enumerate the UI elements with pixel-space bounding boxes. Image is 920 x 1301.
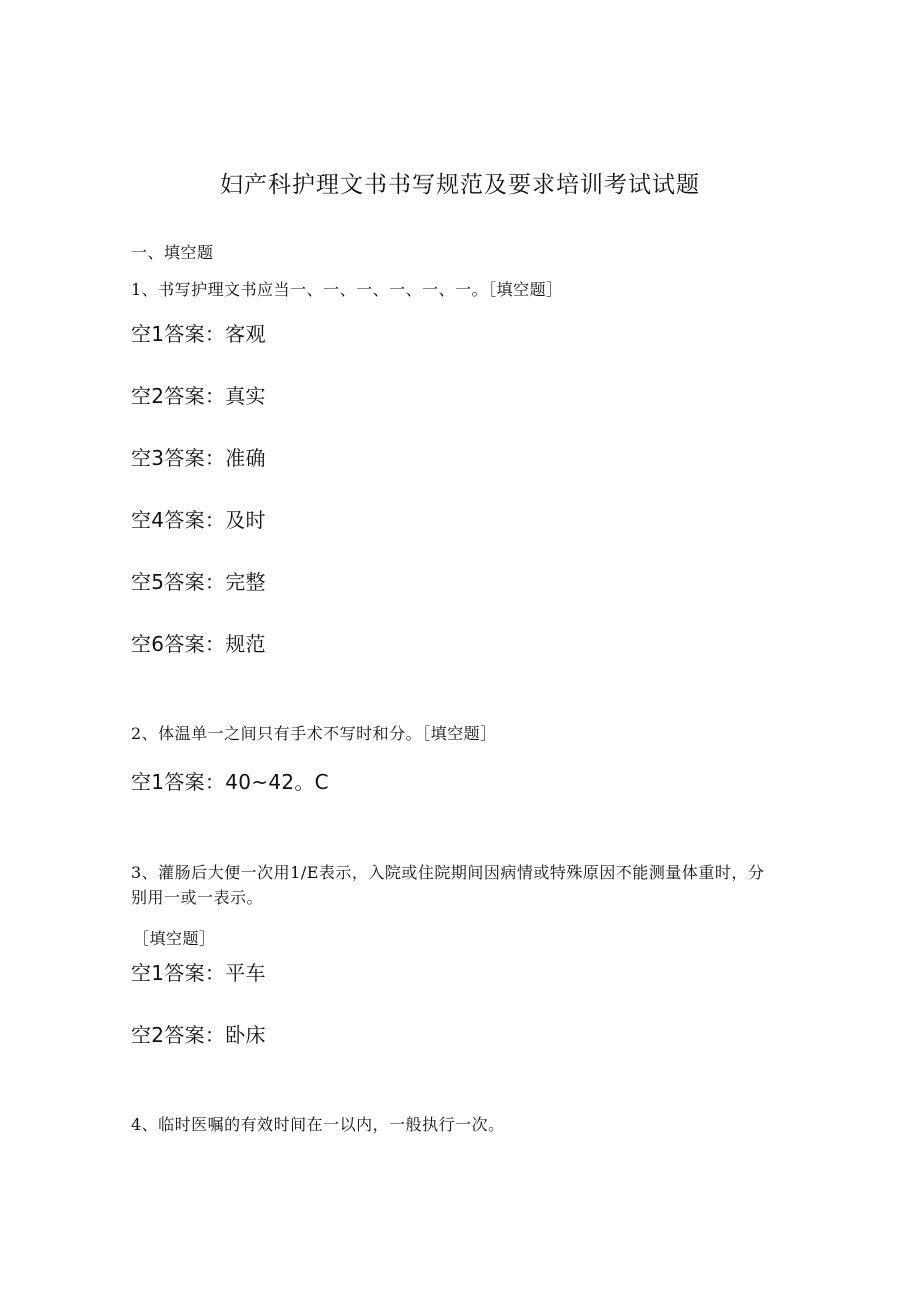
question-1-answer-1: 空1答案：客观: [131, 322, 266, 346]
question-1-answer-5: 空5答案：完整: [131, 570, 266, 594]
question-1-answer-6: 空6答案：规范: [131, 632, 266, 656]
question-3-answer-1: 空1答案：平车: [131, 961, 266, 985]
question-1-text: 1、书写护理文书应当一、一、一、一、一、一。［填空题］: [131, 280, 563, 299]
document-title: 妇产科护理文书书写规范及要求培训考试试题: [220, 172, 700, 198]
question-1-answer-4: 空4答案：及时: [131, 508, 266, 532]
question-3-text-line-2: 别用一或一表示。: [131, 888, 264, 907]
question-1-answer-3: 空3答案：准确: [131, 446, 266, 470]
question-4-text: 4、临时医嘱的有效时间在一以内，一般执行一次。: [131, 1115, 505, 1134]
section-heading: 一、填空题: [131, 243, 214, 262]
question-3-type-tag: ［填空题］: [133, 929, 216, 948]
question-2-answer-1: 空1答案：40~42。C: [131, 770, 329, 794]
question-3-answer-2: 空2答案：卧床: [131, 1023, 266, 1047]
question-1-answer-2: 空2答案：真实: [131, 384, 266, 408]
question-2-text: 2、体温单一之间只有手术不写时和分。［填空题］: [131, 724, 497, 743]
question-3-text-line-1: 3、灌肠后大便一次用1/E表示，入院或住院期间因病情或特殊原因不能测量体重时，分: [131, 863, 765, 882]
